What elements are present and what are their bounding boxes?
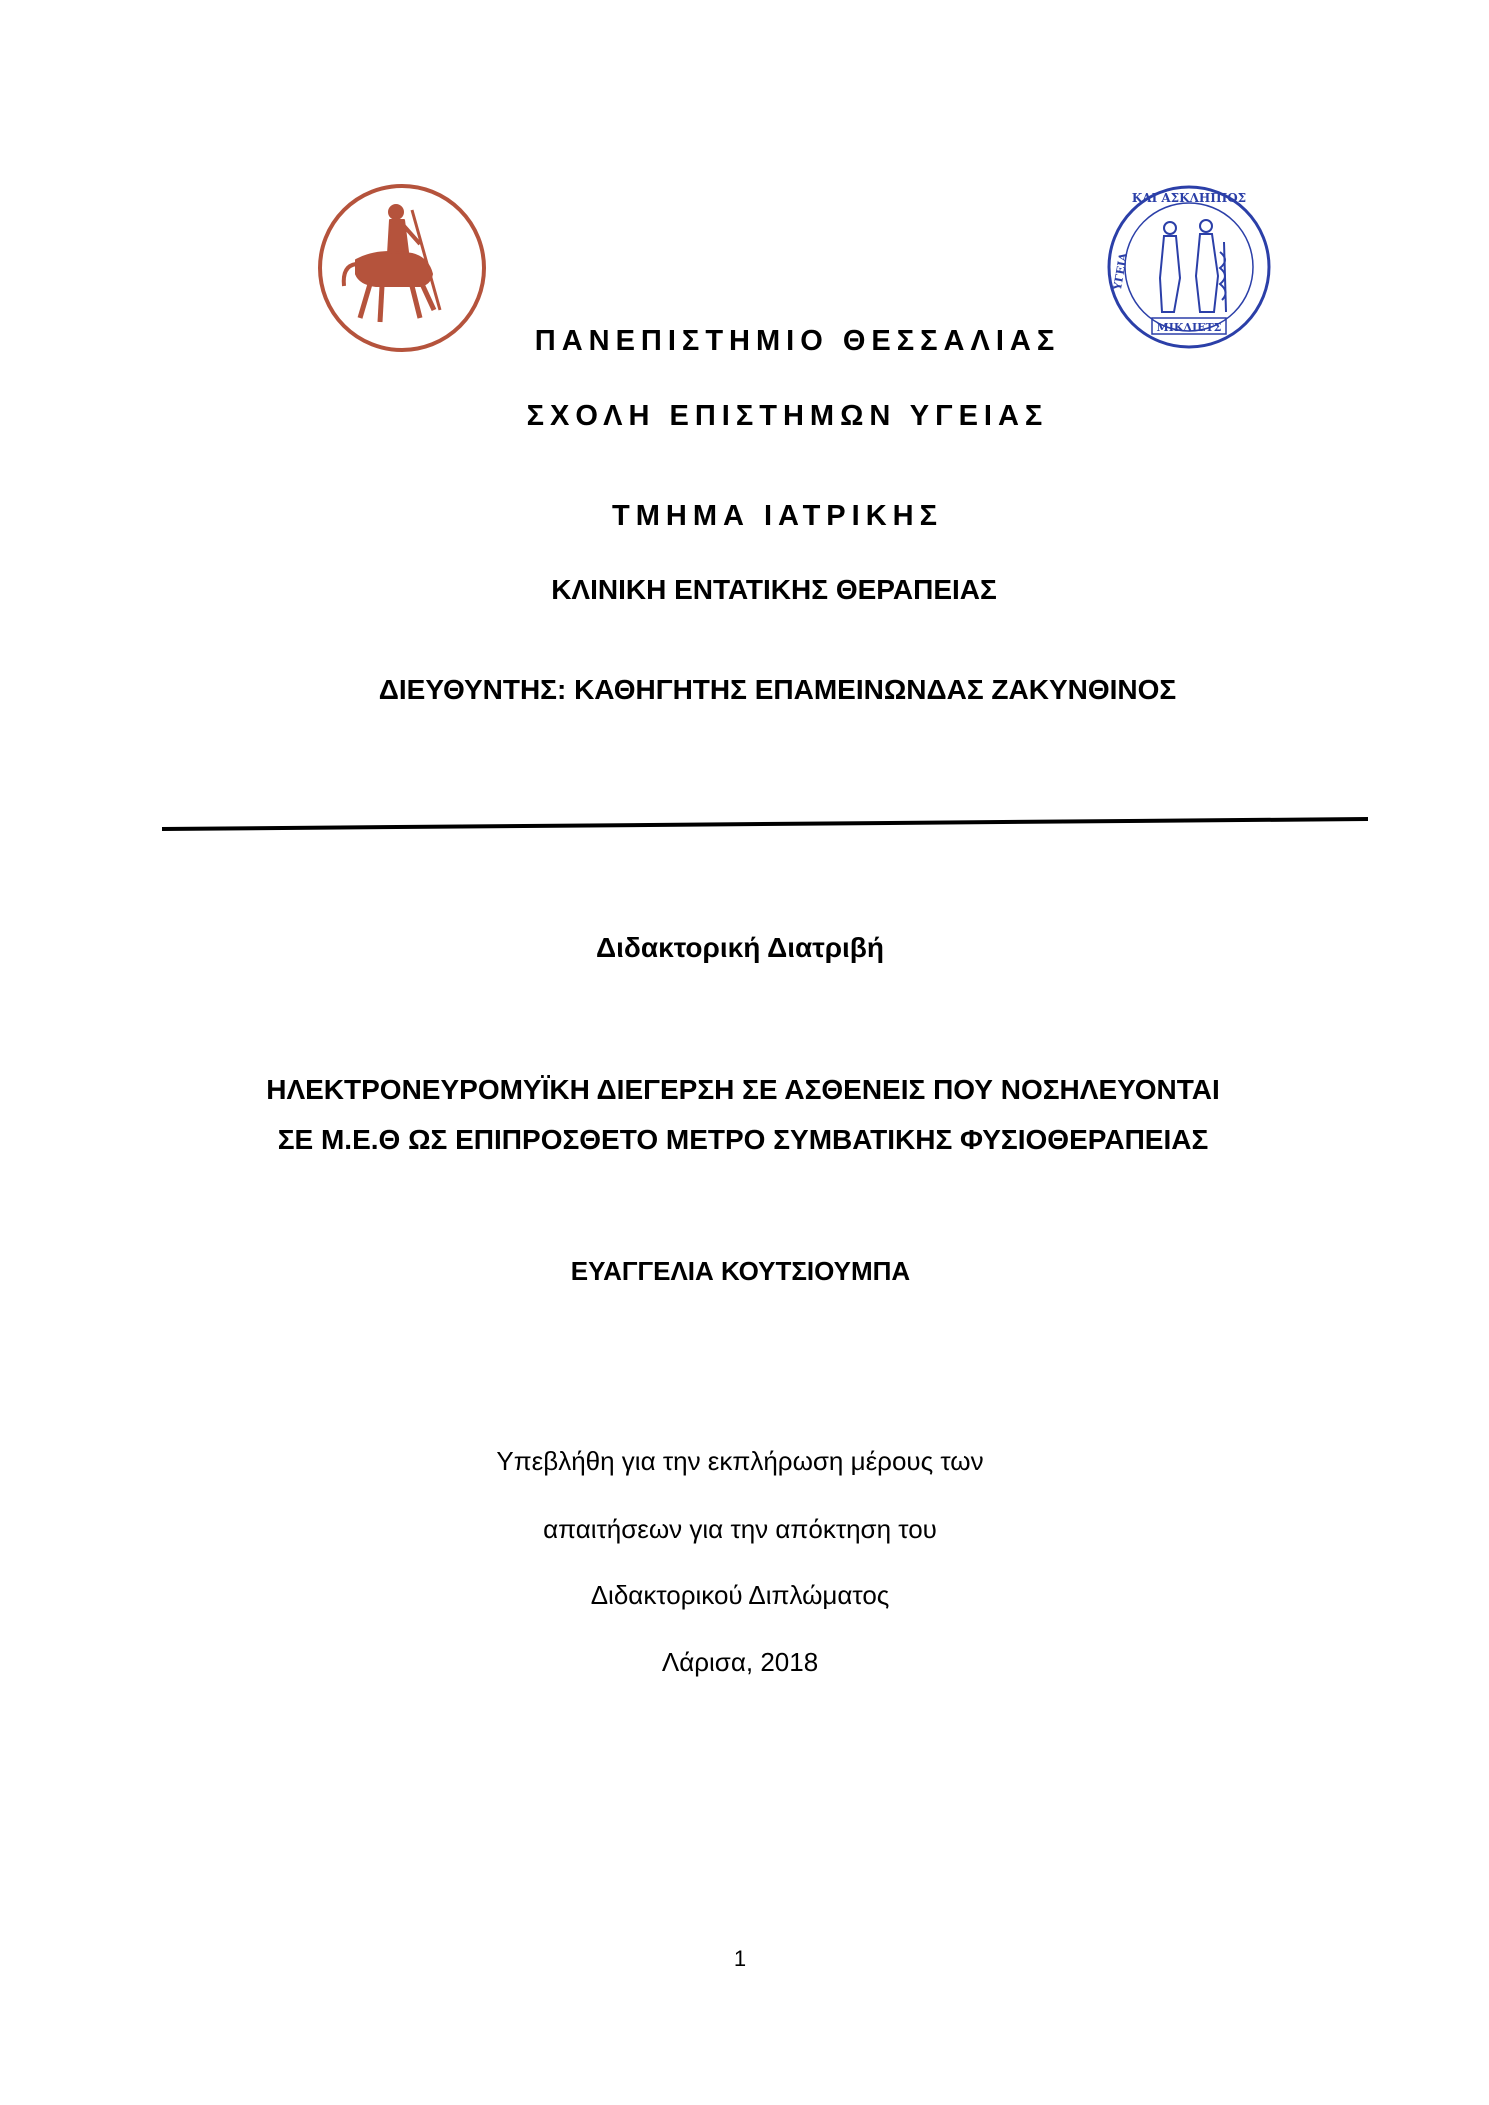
department-name: ΤΜΗΜΑ ΙΑΤΡΙΚΗΣ (612, 500, 943, 532)
submission-line3: Διδακτορικού Διπλώματος (590, 1580, 890, 1610)
thesis-title-line1: ΗΛΕΚΤΡΟΝΕΥΡΟΜΥΪΚΗ ΔΙΕΓΕΡΣΗ ΣΕ ΑΣΘΕΝΕΙΣ ΠΟΥ ΝΟΣΗΛΕΥΟΝΤΑΙ (266, 1074, 1220, 1105)
place-date: Λάρισα, 2018 (661, 1647, 819, 1677)
thesis-type: Διδακτορική Διατριβή (596, 932, 884, 963)
separator-rule (160, 815, 1370, 833)
seal-text-top: ΚΑΙ ΑΣΚΛΗΠΙΟΣ (1131, 191, 1247, 205)
clinic-name: ΚΛΙΝΙΚΗ ΕΝΤΑΤΙΚΗΣ ΘΕΡΑΠΕΙΑΣ (551, 574, 997, 605)
submission-line1: Υπεβλήθη για την εκπλήρωση μέρους των (496, 1446, 984, 1476)
thesis-title-line2: ΣΕ Μ.Ε.Θ ΩΣ ΕΠΙΠΡΟΣΘΕΤΟ ΜΕΤΡΟ ΣΥΜΒΑΤΙΚΗΣ ΦΥΣΙΟΘΕΡΑΠΕΙΑΣ (277, 1124, 1209, 1155)
university-name: ΠΑΝΕΠΙΣΤΗΜΙΟ ΘΕΣΣΑΛΙΑΣ (534, 325, 1061, 357)
author-name: ΕΥΑΓΓΕΛΙΑ ΚΟΥΤΣΙΟΥΜΠΑ (570, 1256, 911, 1286)
seal-text-bottom: ΜΙΚΛΙΕΤΣ (1156, 321, 1222, 334)
school-name: ΣΧΟΛΗ ΕΠΙΣΤΗΜΩΝ ΥΓΕΙΑΣ (526, 400, 1049, 432)
page-number: 1 (733, 1946, 747, 1971)
seal-text-left: ΥΓΕΙΑ (1110, 251, 1131, 292)
director-line: ΔΙΕΥΘΥΝΤΗΣ: ΚΑΘΗΓΗΤΗΣ ΕΠΑΜΕΙΝΩΝΔΑΣ ΖΑΚΥΝΘΙΝΟΣ (378, 674, 1177, 705)
submission-line2: απαιτήσεων για την απόκτηση του (543, 1514, 937, 1544)
